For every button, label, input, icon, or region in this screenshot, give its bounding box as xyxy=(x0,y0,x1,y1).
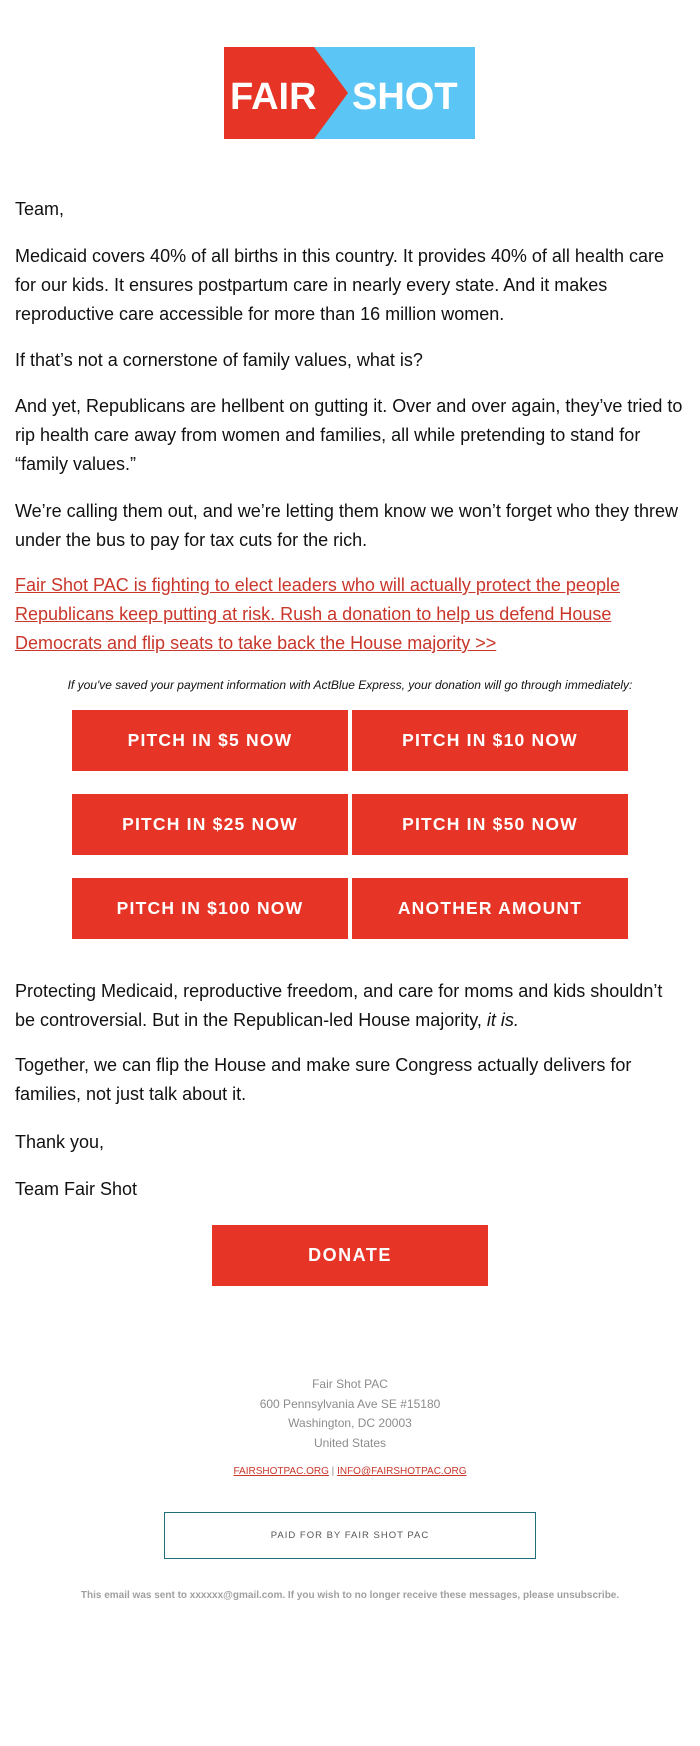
footer-address xyxy=(0,1375,700,1453)
signature: Team Fair Shot xyxy=(15,1179,138,1199)
footer-org-name: Fair Shot PAC xyxy=(312,1377,388,1391)
pitch-in-10-button[interactable]: PITCH IN $10 NOW xyxy=(352,710,628,771)
paragraph-controversial-text: Protecting Medicaid, reproductive freedom, and care for moms and kids shouldn’t be controversial. But in the Republican-led House majority, xyxy=(15,981,663,1030)
footer-country: United States xyxy=(313,1435,387,1450)
fair-shot-logo[interactable] xyxy=(224,47,475,139)
signoff: Thank you, xyxy=(15,1132,105,1152)
paragraph-family-values: If that’s not a cornerstone of family values, what is? xyxy=(15,350,423,370)
paragraph-medicaid-facts: Medicaid covers 40% of all births in this country. It provides 40% of all health care for our kids. It ensures postpartum care in nearly every state. And it makes reproductive care accessible for more than 16 million women. xyxy=(15,246,664,324)
paragraph-controversial-emphasis: it is. xyxy=(486,1010,519,1030)
website-link[interactable]: FAIRSHOTPAC.ORG xyxy=(233,1466,329,1477)
logo-text-shot: SHOT xyxy=(352,76,458,118)
pitch-in-25-button[interactable]: PITCH IN $25 NOW xyxy=(72,794,348,855)
paragraph-controversial xyxy=(15,977,687,1035)
donation-cta-link[interactable]: Fair Shot PAC is fighting to elect leaders who will actually protect the people Republicans keep putting at risk. Rush a donation to help us defend House Democrats and flip seats to take back the House majority >> xyxy=(15,575,620,653)
logo-text-fair: FAIR xyxy=(230,76,317,118)
paragraph-republicans: And yet, Republicans are hellbent on gutting it. Over and over again, they’ve tried to rip health care away from women and families, all while pretending to stand for “family values.” xyxy=(15,396,683,474)
footer-links xyxy=(0,1466,700,1477)
paragraph-flip-house: Together, we can flip the House and make sure Congress actually delivers for families, not just talk about it. xyxy=(15,1055,632,1104)
donate-button[interactable]: DONATE xyxy=(212,1225,488,1286)
footer-link-separator: | xyxy=(331,1466,335,1477)
paid-for-disclaimer: PAID FOR BY FAIR SHOT PAC xyxy=(164,1512,536,1559)
paragraph-calling-out: We’re calling them out, and we’re letting them know we won’t forget who they threw under the bus to pay for tax cuts for the rich. xyxy=(15,501,678,550)
greeting: Team, xyxy=(15,199,65,219)
cta-paragraph xyxy=(15,571,687,658)
pitch-in-5-button[interactable]: PITCH IN $5 NOW xyxy=(72,710,348,771)
pitch-in-50-button[interactable]: PITCH IN $50 NOW xyxy=(352,794,628,855)
actblue-express-note: If you've saved your payment information with ActBlue Express, your donation will go through immediately: xyxy=(67,678,633,692)
unsubscribe-notice[interactable]: This email was sent to xxxxxx@gmail.com. If you wish to no longer receive these messages, please unsubscribe. xyxy=(80,1590,620,1601)
footer-street: 600 Pennsylvania Ave SE #15180 xyxy=(259,1396,441,1411)
fair-shot-logo-graphic xyxy=(224,47,475,139)
footer-city: Washington, DC 20003 xyxy=(288,1416,412,1430)
pitch-in-100-button[interactable]: PITCH IN $100 NOW xyxy=(72,878,348,939)
email-link[interactable]: INFO@FAIRSHOTPAC.ORG xyxy=(337,1466,467,1477)
another-amount-button[interactable]: ANOTHER AMOUNT xyxy=(352,878,628,939)
